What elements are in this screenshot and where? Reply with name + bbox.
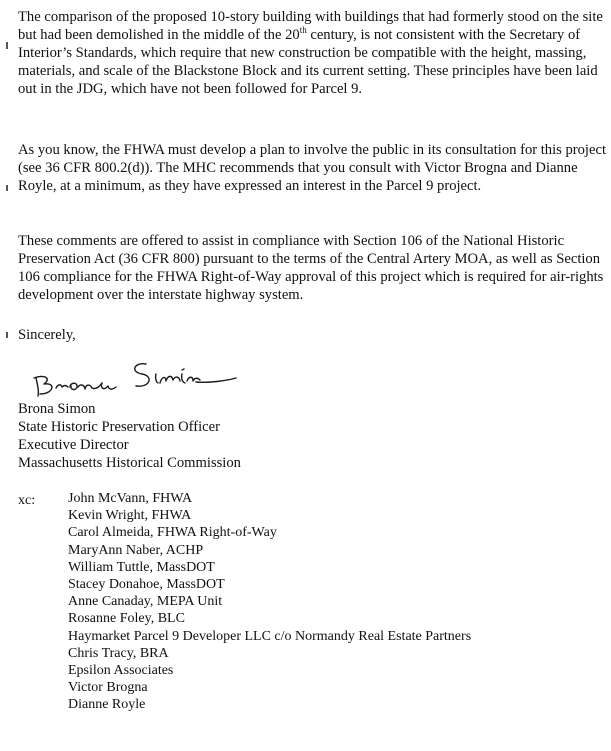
scan-margin-mark — [6, 42, 8, 49]
cc-recipient: Stacey Donahoe, MassDOT — [68, 577, 225, 593]
paragraph-standards — [18, 8, 608, 98]
paragraph-public-involvement: As you know, the FHWA must develop a plan to involve the public in its consultation for this project (see 36 CFR 800.2(d)). The MHC recommends that you consult with Victor Brogna and Dianne Royle, at a minimum, as they have expressed an interest in the Parcel 9 project. — [18, 142, 606, 194]
cc-recipient: Epsilon Associates — [68, 663, 174, 679]
cc-recipient: MaryAnn Naber, ACHP — [68, 542, 204, 558]
signatory-title-2: Executive Director — [18, 437, 129, 453]
closing-salutation: Sincerely, — [18, 327, 76, 343]
paragraph-standards-text-cont: century, is not consistent with the Secretary of Interior’s Standards, which require that new construction be compatible with the height, massing, materials, and scale of the Blackstone Block and its current setting. These principles have been laid out in the JDG, which have not been followed for Parcel 9. — [18, 27, 598, 97]
cc-recipient: Dianne Royle — [68, 697, 146, 713]
cc-recipient: Carol Almeida, FHWA Right-of-Way — [68, 525, 277, 541]
cc-list — [68, 490, 471, 714]
cc-recipient: Chris Tracy, BRA — [68, 645, 169, 661]
paragraph-section-106: These comments are offered to assist in compliance with Section 106 of the National Historic Preservation Act (36 CFR 800) pursuant to the terms of the Central Artery MOA, as well as Section 106 compliance for the FHWA Right-of-Way approval of this project which is required for air-rights development over the interstate highway system. — [18, 233, 604, 303]
signatory-title: State Historic Preservation Officer — [18, 419, 220, 435]
cc-recipient: John McVann, FHWA — [68, 491, 193, 506]
signature-block — [18, 400, 241, 472]
paragraph-standards-text: The comparison of the proposed 10-story building with buildings that had formerly stood on the site but had been demolished in the middle of the 20 — [18, 9, 603, 43]
cc-label: xc: — [18, 493, 36, 508]
cc-recipient: Victor Brogna — [68, 680, 148, 696]
cc-recipient: William Tuttle, MassDOT — [68, 559, 215, 575]
cc-recipient: Kevin Wright, FHWA — [68, 508, 192, 524]
cc-recipient: Haymarket Parcel 9 Developer LLC c/o Normandy Real Estate Partners — [68, 628, 472, 644]
cc-recipient: Anne Canaday, MEPA Unit — [68, 594, 223, 610]
signatory-organization: Massachusetts Historical Commission — [18, 455, 241, 471]
ordinal-superscript: th — [299, 25, 307, 36]
signatory-name: Brona Simon — [18, 401, 96, 417]
scan-margin-mark — [6, 332, 8, 338]
cc-recipient: Rosanne Foley, BLC — [68, 611, 185, 627]
scan-margin-mark — [6, 185, 8, 191]
handwritten-signature — [30, 356, 240, 400]
